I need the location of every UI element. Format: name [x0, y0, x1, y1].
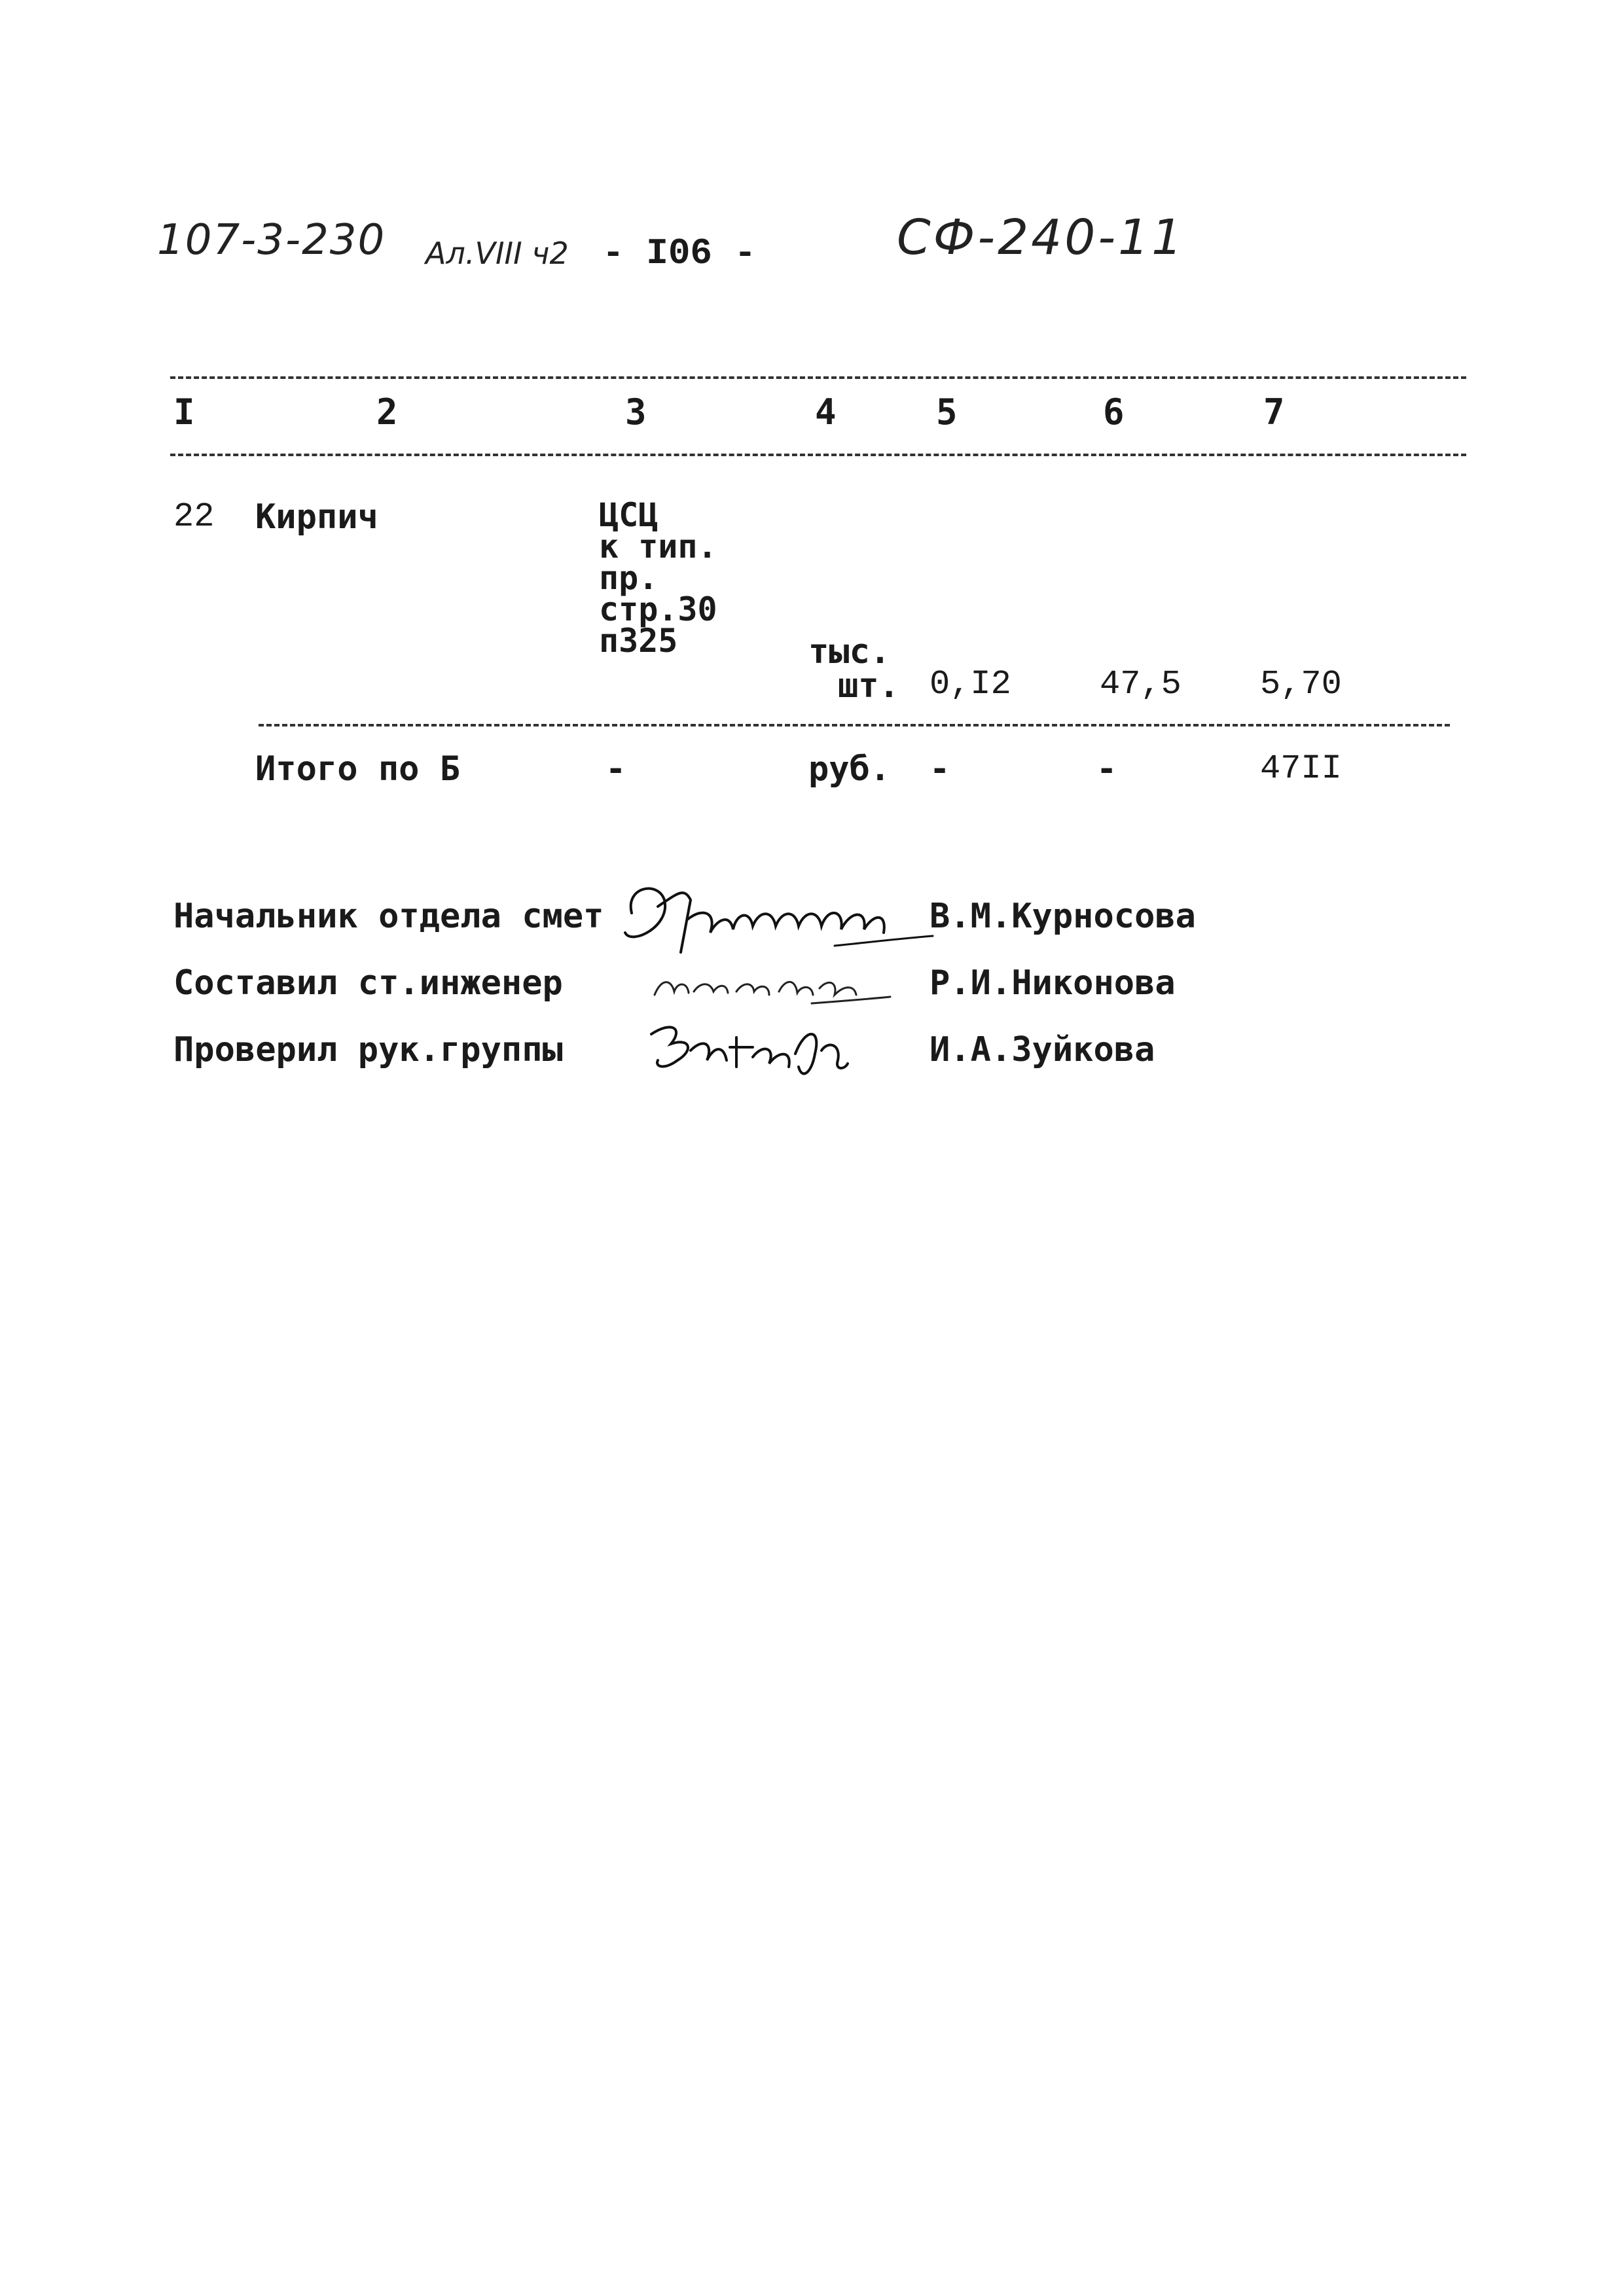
- column-header-6: 6: [1103, 391, 1125, 433]
- signature-role: Проверил рук.группы: [173, 1030, 563, 1069]
- column-header-4: 4: [815, 391, 837, 433]
- series-code: СФ-240-11: [897, 209, 1185, 266]
- unit-line: шт.: [838, 666, 899, 706]
- table-top-rule: [170, 376, 1466, 379]
- reference-line: п325: [599, 622, 678, 660]
- total-value: 5,70: [1260, 665, 1342, 704]
- column-header-2: 2: [376, 391, 398, 433]
- summary-total: 47II: [1260, 749, 1342, 788]
- row-number: 22: [173, 497, 215, 536]
- summary-rule: [259, 724, 1450, 726]
- material-name: Кирпич: [255, 497, 378, 537]
- reference-line: пр.: [599, 559, 659, 597]
- column-header-1: I: [173, 391, 195, 433]
- reference-line: стр.30: [599, 590, 717, 628]
- signature-role: Составил ст.инженер: [173, 963, 563, 1003]
- summary-label: Итого по Б: [255, 749, 461, 789]
- column-header-3: 3: [625, 391, 647, 433]
- table-header-rule: [170, 454, 1466, 456]
- signature-name: И.А.Зуйкова: [929, 1030, 1155, 1069]
- summary-col3: -: [605, 749, 626, 789]
- column-header-5: 5: [936, 391, 958, 433]
- document-code: 107-3-230: [157, 216, 386, 264]
- signature-name: Р.И.Никонова: [929, 963, 1176, 1003]
- summary-col6: -: [1096, 749, 1117, 789]
- column-header-7: 7: [1263, 391, 1285, 433]
- price-value: 47,5: [1100, 665, 1182, 704]
- reference-line: ЦСЦ: [599, 496, 659, 534]
- signature-role: Начальник отдела смет: [173, 897, 604, 936]
- reference-line: к тип.: [599, 528, 717, 565]
- document-sheet: Ал.VIII ч2: [425, 236, 569, 271]
- unit-line: тыс.: [808, 632, 891, 672]
- summary-col5: -: [929, 749, 950, 789]
- signature-kurnosova: [619, 874, 946, 965]
- signature-nikonova: [648, 965, 897, 1011]
- signature-zuikova: [638, 1014, 854, 1086]
- page-number: - I06 -: [602, 232, 757, 274]
- summary-unit: руб.: [808, 749, 891, 789]
- signature-name: В.М.Курносова: [929, 897, 1196, 936]
- quantity-value: 0,I2: [929, 665, 1011, 704]
